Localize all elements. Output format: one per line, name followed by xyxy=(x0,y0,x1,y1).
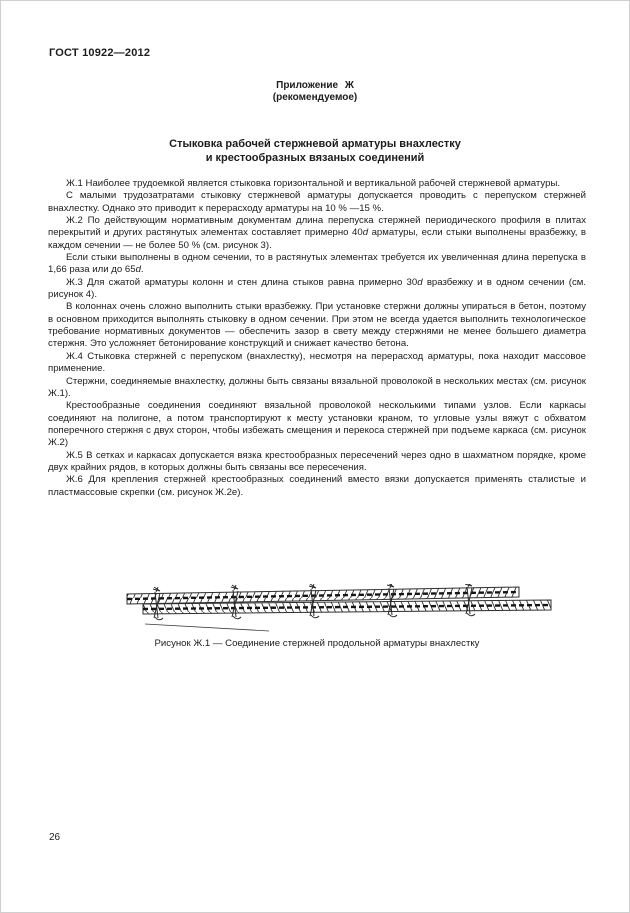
page-title-line2: и крестообразных вязаных соединений xyxy=(205,152,425,164)
appendix-note: (рекомендуемое) xyxy=(272,92,358,103)
paragraph: Ж.4 Стыковка стержней с перепуском (внахлестку), несмотря на перерасход арматуры, пока находит массовое применение. xyxy=(48,350,586,375)
body-text xyxy=(48,178,586,499)
paragraph: В колоннах очень сложно выполнить стыки вразбежку. При установке стержни должны упираться в бетон, поэтому в основном приходится выполнять стыковку в одном сечении. При этом не всегда удается выполнить технологическое требование нормативных документов — обеспечить зазор в свету между стержнями не менее большего диаметра стержня. Это усложняет бетонирование конструкций и снижает качество бетона. xyxy=(48,301,586,350)
paragraph: Стержни, соединяемые внахлестку, должны быть связаны вязальной проволокой в нескольких местах (см. рисунок Ж.1). xyxy=(48,375,586,399)
figure-rebar-splice xyxy=(119,584,559,636)
paragraph: Если стыки выполнены в одном сечении, то в растянутых элементах требуется их увеличенная длина перепуска в 1,66 раза или до 65d. xyxy=(48,252,586,276)
page-number: 26 xyxy=(49,832,61,843)
paragraph: Ж.6 Для крепления стержней крестообразных соединений вместо вязки допускается применять сталистые и пластмассовые скрепки (см. рисунок Ж.2е). xyxy=(48,474,586,498)
appendix-label: Приложение Ж xyxy=(276,80,354,91)
appendix-heading xyxy=(1,80,629,104)
page-title xyxy=(1,137,629,165)
paragraph: Ж.5 В сетках и каркасах допускается вязка крестообразных пересечений через одно в шахматном порядке, кроме двух крайних рядов, в которых должны быть связаны все пересечения. xyxy=(48,449,586,473)
tie-wire-tail xyxy=(145,624,269,631)
paragraph: Крестообразные соединения соединяют вязальной проволокой несколькими типами узлов. Если каркасы соединяют на полигоне, а потом транспортируют к месту установки краном, то угловые узлы вяжут с обхватом поперечного стержня с двух сторон, чтобы избежать смещения и перекоса стержней при подъеме каркаса (см. рисунок Ж.2) xyxy=(48,400,586,449)
rebar-splice-drawing xyxy=(119,584,559,636)
doc-number: ГОСТ 10922—2012 xyxy=(49,47,151,59)
figure-caption: Рисунок Ж.1 — Соединение стержней продольной арматуры внахлестку xyxy=(154,638,480,649)
paragraph: Ж.3 Для сжатой арматуры колонн и стен длина стыков равна примерно 30d вразбежку и в одном сечении (см. рисунок 4). xyxy=(48,276,586,301)
paragraph: С малыми трудозатратами стыковку стержневой арматуры допускается проводить с перепуском стержней внахлестку. Однако это приводит к перерасходу арматуры на 10 % —15 %. xyxy=(48,190,586,214)
page-title-line1: Стыковка рабочей стержневой арматуры внахлестку xyxy=(169,138,461,150)
paragraph: Ж.1 Наиболее трудоемкой является стыковка горизонтальной и вертикальной рабочей стержневой арматуры. xyxy=(66,178,561,189)
paragraph: Ж.2 По действующим нормативным документам длина перепуска стержней периодического профиля в плитах перекрытий и других растянутых элементах составляет примерно 40d арматуры, если стыки выполнены вразбежку, в каждом сечении — не более 50 % (см. рисунок 3). xyxy=(48,215,587,251)
